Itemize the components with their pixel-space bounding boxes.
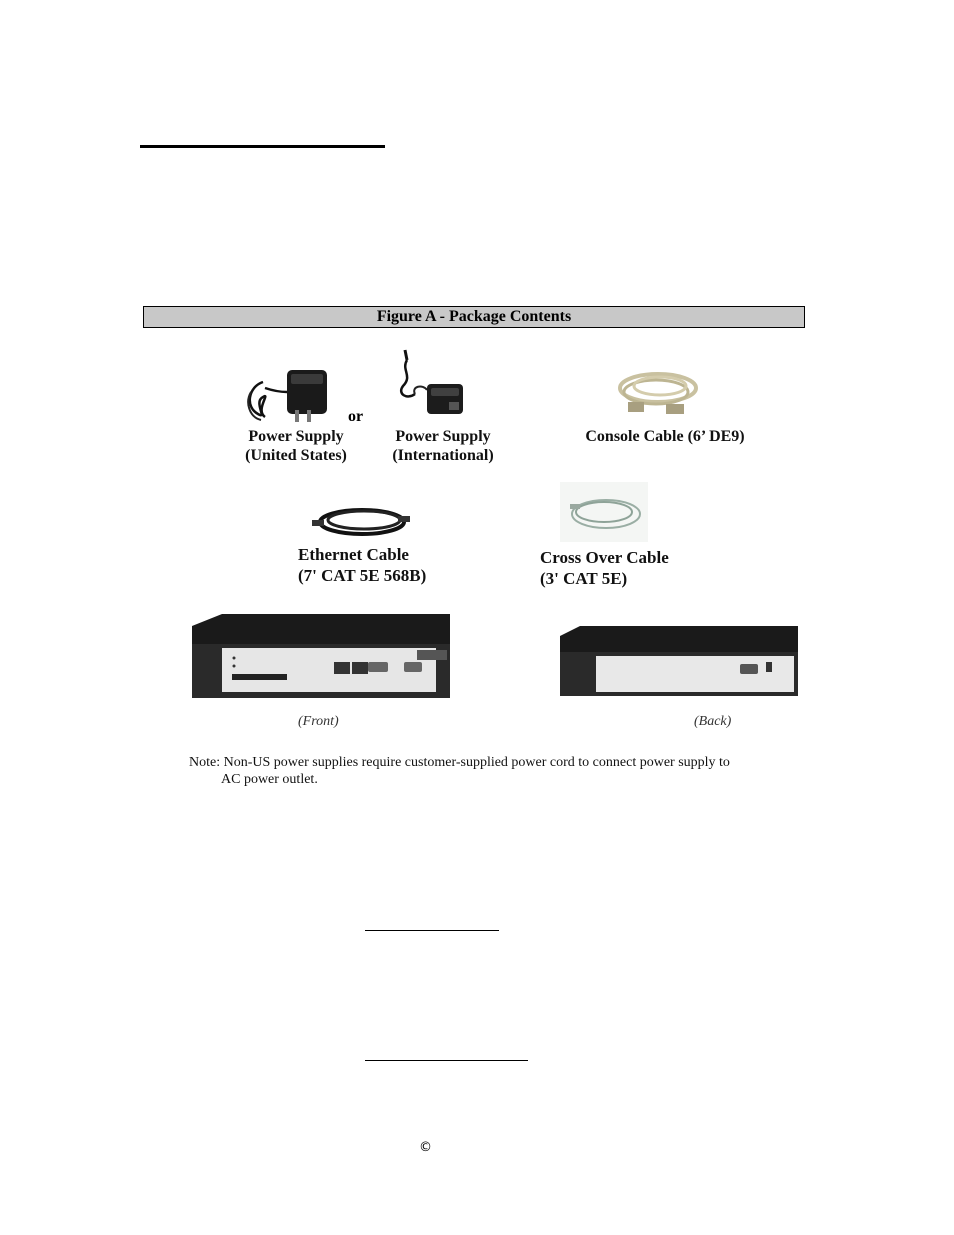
underline-2 <box>365 1060 528 1061</box>
caption-back: (Back) <box>694 714 732 729</box>
underline-1 <box>365 930 499 931</box>
copyright-symbol: © <box>419 1140 432 1155</box>
ethernet-cable-icon <box>312 502 412 542</box>
device-front-icon <box>192 614 450 700</box>
power-adapter-us-icon <box>243 362 333 424</box>
crossover-label-2: (3' CAT 5E) <box>540 569 628 588</box>
note-line-1: Note: Non-US power supplies require customer-supplied power cord to connect power supply to <box>189 755 730 770</box>
caption-front: (Front) <box>298 714 339 729</box>
ethernet-label-2: (7' CAT 5E 568B) <box>298 566 427 585</box>
figure-title: Figure A - Package Contents <box>143 306 805 328</box>
psu-intl-label-2: (International) <box>392 447 494 464</box>
crossover-cable-icon <box>560 482 648 542</box>
device-back-icon <box>560 626 800 698</box>
or-label: or <box>348 408 364 425</box>
heading-underline <box>140 145 385 148</box>
ethernet-label-1: Ethernet Cable <box>298 545 409 564</box>
psu-intl-label-1: Power Supply <box>395 428 491 445</box>
console-cable-icon <box>610 364 702 420</box>
psu-us-label-2: (United States) <box>245 447 347 464</box>
crossover-label-1: Cross Over Cable <box>540 548 669 567</box>
figure-note <box>189 754 799 788</box>
power-adapter-intl-icon <box>393 348 468 420</box>
psu-us-label-1: Power Supply <box>248 428 344 445</box>
note-line-2: AC power outlet. <box>221 772 318 787</box>
console-cable-label: Console Cable (6’ DE9) <box>585 428 745 445</box>
